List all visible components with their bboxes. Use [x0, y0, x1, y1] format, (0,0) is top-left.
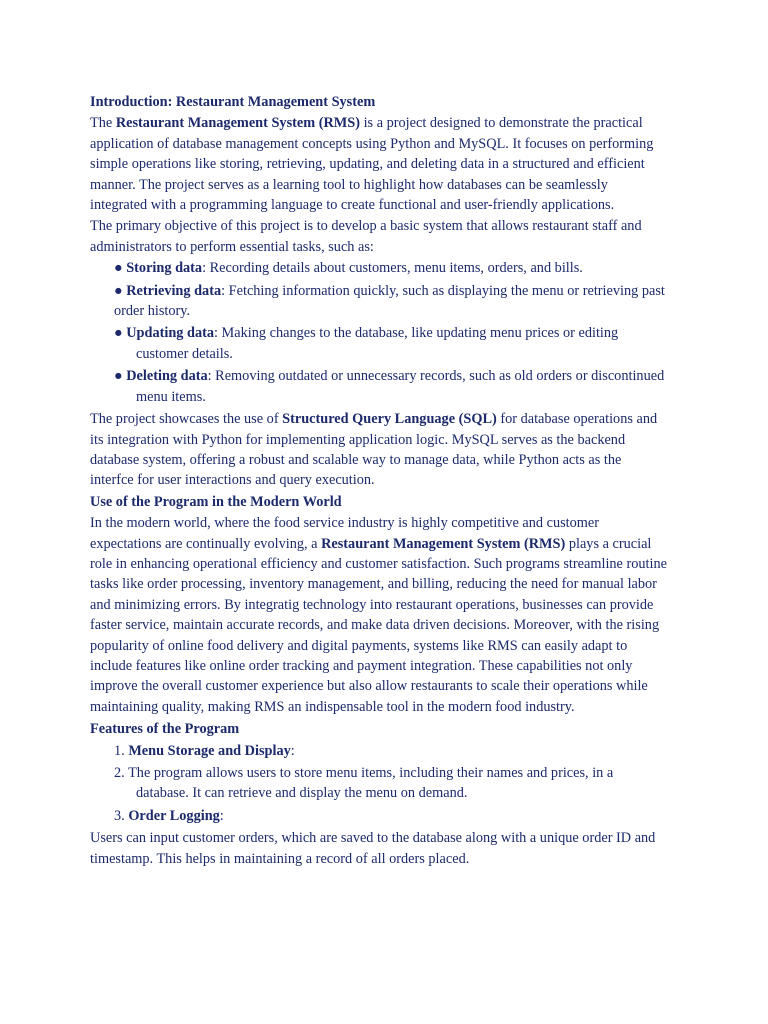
intro-rms-bold: Restaurant Management System (RMS): [115, 115, 361, 132]
feature-item-1: 1. Menu Storage and Display:: [114, 742, 295, 759]
feature-item-3: 3. Order Logging:: [114, 807, 224, 824]
bullet-dot-icon: ●: [114, 282, 123, 299]
feature-item-2: 2. The program allows users to store menu items, including their names and prices, in a database. It can retrieve and display the menu on demand.: [114, 765, 614, 802]
intro-heading: Introduction: Restaurant Management System: [90, 94, 376, 110]
intro-paragraph-2: The primary objective of this project is to develop a basic system that allows restaurant staff and administrators to perform essential tasks, such as:: [90, 218, 642, 255]
bullet-dot-icon: ●: [114, 260, 123, 277]
bullet-dot-icon: ●: [114, 325, 123, 342]
modern-paragraph: In the modern world, where the food service industry is highly competitive and customer expectations are continually evolving, a Restaurant Management System (RMS) plays a crucial role in enhancing operational efficiency and customer satisfaction. Such programs streamline routine tasks like order processing, inventory management, and billing, reducing the need for manual labor and minimizing errors. By integratig technology into restaurant operations, businesses can provide faster service, maintain accurate records, and make data driven decisions. Moreover, with the rising popularity of online food delivery and digital payments, systems like RMS can easily adapt to include features like online order tracking and payment integration. These capabilities not only improve the overall customer experience but also allow restaurants to scale their operations while maintaining quality, making RMS an indispensable tool in the modern food industry.: [90, 515, 667, 715]
bullet-deleting: ● Deleting data: Removing outdated or unnecessary records, such as old orders or discontinued menu items.: [114, 368, 665, 405]
intro-paragraph-3: The project showcases the use of Structured Query Language (SQL) for database operations and its integration with Python for implementing application logic. MySQL serves as the backend database system, offering a robust and scalable way to manage data, while Python acts as the interfce for user interactions and query execution.: [90, 411, 658, 489]
bullet-retrieving: ● Retrieving data: Fetching information quickly, such as displaying the menu or retrieving past order history.: [114, 282, 665, 320]
bullet-storing: ● Storing data: Recording details about customers, menu items, orders, and bills.: [114, 260, 583, 277]
sql-bold: Structured Query Language (SQL): [282, 411, 497, 428]
modern-rms-bold: Restaurant Management System (RMS): [321, 535, 566, 552]
operations-bullet-list: [90, 258, 668, 407]
intro-paragraph-1: The Restaurant Management System (RMS) is a project designed to demonstrate the practical application of database management concepts using Python and MySQL. It focuses on performing simple operations like storing, retrieving, updating, and deleting data in a structured and efficient manner. The project serves as a learning tool to highlight how databases can be seamlessly integrated with a programming language to create functional and user-friendly applications.: [90, 115, 654, 214]
bullet-updating: ● Updating data: Making changes to the database, like updating menu prices or editing customer details.: [114, 325, 619, 362]
bullet-dot-icon: ●: [114, 368, 123, 385]
features-numbered-list: [90, 741, 668, 827]
modern-heading: Use of the Program in the Modern World: [90, 493, 342, 510]
features-heading: Features of the Program: [90, 721, 240, 738]
features-last-paragraph: Users can input customer orders, which are saved to the database along with a unique order ID and timestamp. This helps in maintaining a record of all orders placed.: [90, 830, 656, 867]
